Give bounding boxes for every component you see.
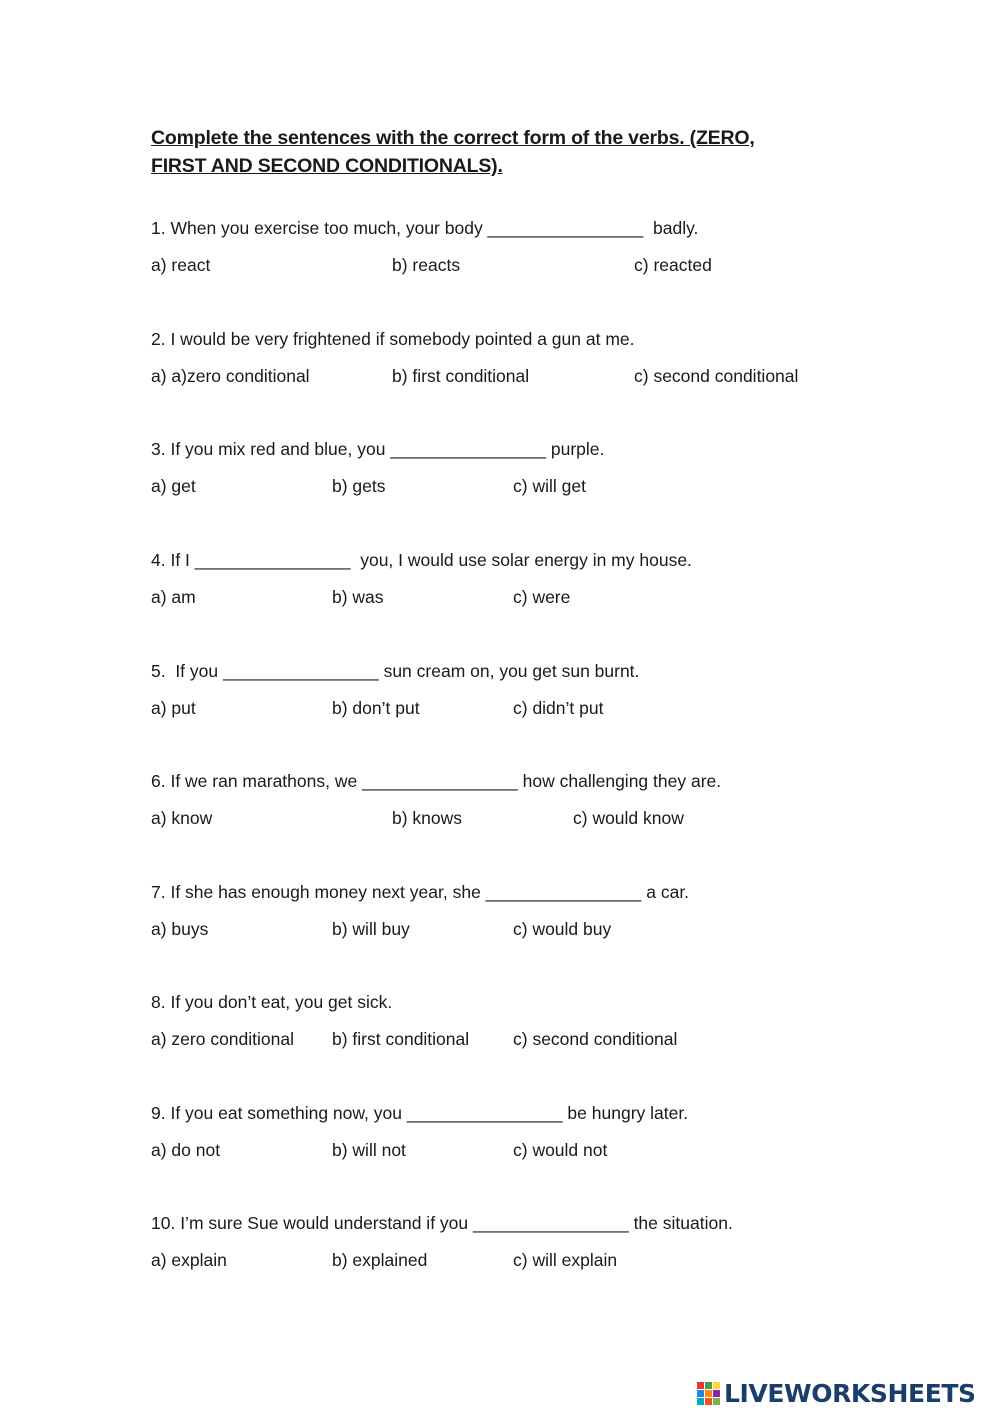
question-stem: 6. If we ran marathons, we ________________ how challenging they are.: [151, 771, 722, 791]
title-line-2: FIRST AND SECOND CONDITIONALS).: [151, 155, 503, 177]
logo-square: [713, 1382, 720, 1389]
title-line-1: Complete the sentences with the correct form of the verbs. (ZERO,: [151, 127, 755, 149]
option-a[interactable]: a) react: [151, 255, 211, 275]
option-a[interactable]: a) put: [151, 698, 196, 718]
option-a[interactable]: a) a)zero conditional: [151, 366, 310, 386]
option-b[interactable]: b) was: [332, 587, 384, 607]
option-b[interactable]: b) don’t put: [332, 698, 420, 718]
option-b[interactable]: b) will buy: [332, 919, 410, 939]
logo-square: [697, 1390, 704, 1397]
question-4: [151, 548, 911, 609]
option-b[interactable]: b) first conditional: [332, 1029, 470, 1049]
option-b[interactable]: b) reacts: [392, 255, 461, 275]
option-c[interactable]: c) second conditional: [634, 366, 799, 386]
liveworksheets-logo-icon: [697, 1382, 720, 1405]
answer-options: [151, 696, 911, 720]
worksheet-title: [151, 124, 831, 180]
answer-options: [151, 1248, 911, 1272]
option-a[interactable]: a) buys: [151, 919, 209, 939]
answer-options: [151, 806, 911, 830]
question-1: [151, 216, 911, 277]
question-7: [151, 880, 911, 941]
answer-options: [151, 364, 911, 388]
answer-options: [151, 585, 911, 609]
question-3: [151, 437, 911, 498]
question-stem: 3. If you mix red and blue, you ________________ purple.: [151, 439, 605, 459]
question-stem: 1. When you exercise too much, your body ________________ badly.: [151, 218, 699, 238]
option-c[interactable]: c) second conditional: [513, 1029, 678, 1049]
question-2: [151, 327, 911, 388]
option-c[interactable]: c) would know: [573, 808, 684, 828]
question-10: [151, 1211, 911, 1272]
question-5: [151, 659, 911, 720]
logo-square: [705, 1398, 712, 1405]
question-stem: 4. If I ________________ you, I would use solar energy in my house.: [151, 550, 692, 570]
option-c[interactable]: c) would buy: [513, 919, 612, 939]
answer-options: [151, 474, 911, 498]
question-8: [151, 990, 911, 1051]
answer-options: [151, 917, 911, 941]
option-a[interactable]: a) get: [151, 476, 196, 496]
option-c[interactable]: c) will explain: [513, 1250, 618, 1270]
question-stem: 8. If you don’t eat, you get sick.: [151, 992, 393, 1012]
logo-square: [697, 1398, 704, 1405]
option-c[interactable]: c) reacted: [634, 255, 712, 275]
question-9: [151, 1101, 911, 1162]
question-6: [151, 769, 911, 830]
option-b[interactable]: b) explained: [332, 1250, 428, 1270]
answer-options: [151, 253, 911, 277]
option-a[interactable]: a) explain: [151, 1250, 227, 1270]
option-b[interactable]: b) will not: [332, 1140, 406, 1160]
option-c[interactable]: c) would not: [513, 1140, 608, 1160]
option-b[interactable]: b) first conditional: [392, 366, 530, 386]
liveworksheets-logo: [697, 1376, 976, 1410]
question-stem: 2. I would be very frightened if somebody pointed a gun at me.: [151, 329, 635, 349]
logo-text: LIVEWORKSHEETS: [724, 1378, 976, 1408]
logo-square: [713, 1390, 720, 1397]
option-a[interactable]: a) am: [151, 587, 196, 607]
option-a[interactable]: a) know: [151, 808, 213, 828]
question-stem: 9. If you eat something now, you ________________ be hungry later.: [151, 1103, 689, 1123]
option-b[interactable]: b) gets: [332, 476, 386, 496]
option-a[interactable]: a) do not: [151, 1140, 221, 1160]
answer-options: [151, 1138, 911, 1162]
logo-square: [705, 1390, 712, 1397]
option-b[interactable]: b) knows: [392, 808, 463, 828]
question-stem: 5. If you ________________ sun cream on, you get sun burnt.: [151, 661, 640, 681]
option-c[interactable]: c) were: [513, 587, 571, 607]
answer-options: [151, 1027, 911, 1051]
logo-square: [713, 1398, 720, 1405]
logo-square: [705, 1382, 712, 1389]
question-stem: 10. I’m sure Sue would understand if you ________________ the situation.: [151, 1213, 733, 1233]
option-c[interactable]: c) didn’t put: [513, 698, 604, 718]
logo-square: [697, 1382, 704, 1389]
option-a[interactable]: a) zero conditional: [151, 1029, 294, 1049]
option-c[interactable]: c) will get: [513, 476, 586, 496]
question-stem: 7. If she has enough money next year, she ________________ a car.: [151, 882, 690, 902]
